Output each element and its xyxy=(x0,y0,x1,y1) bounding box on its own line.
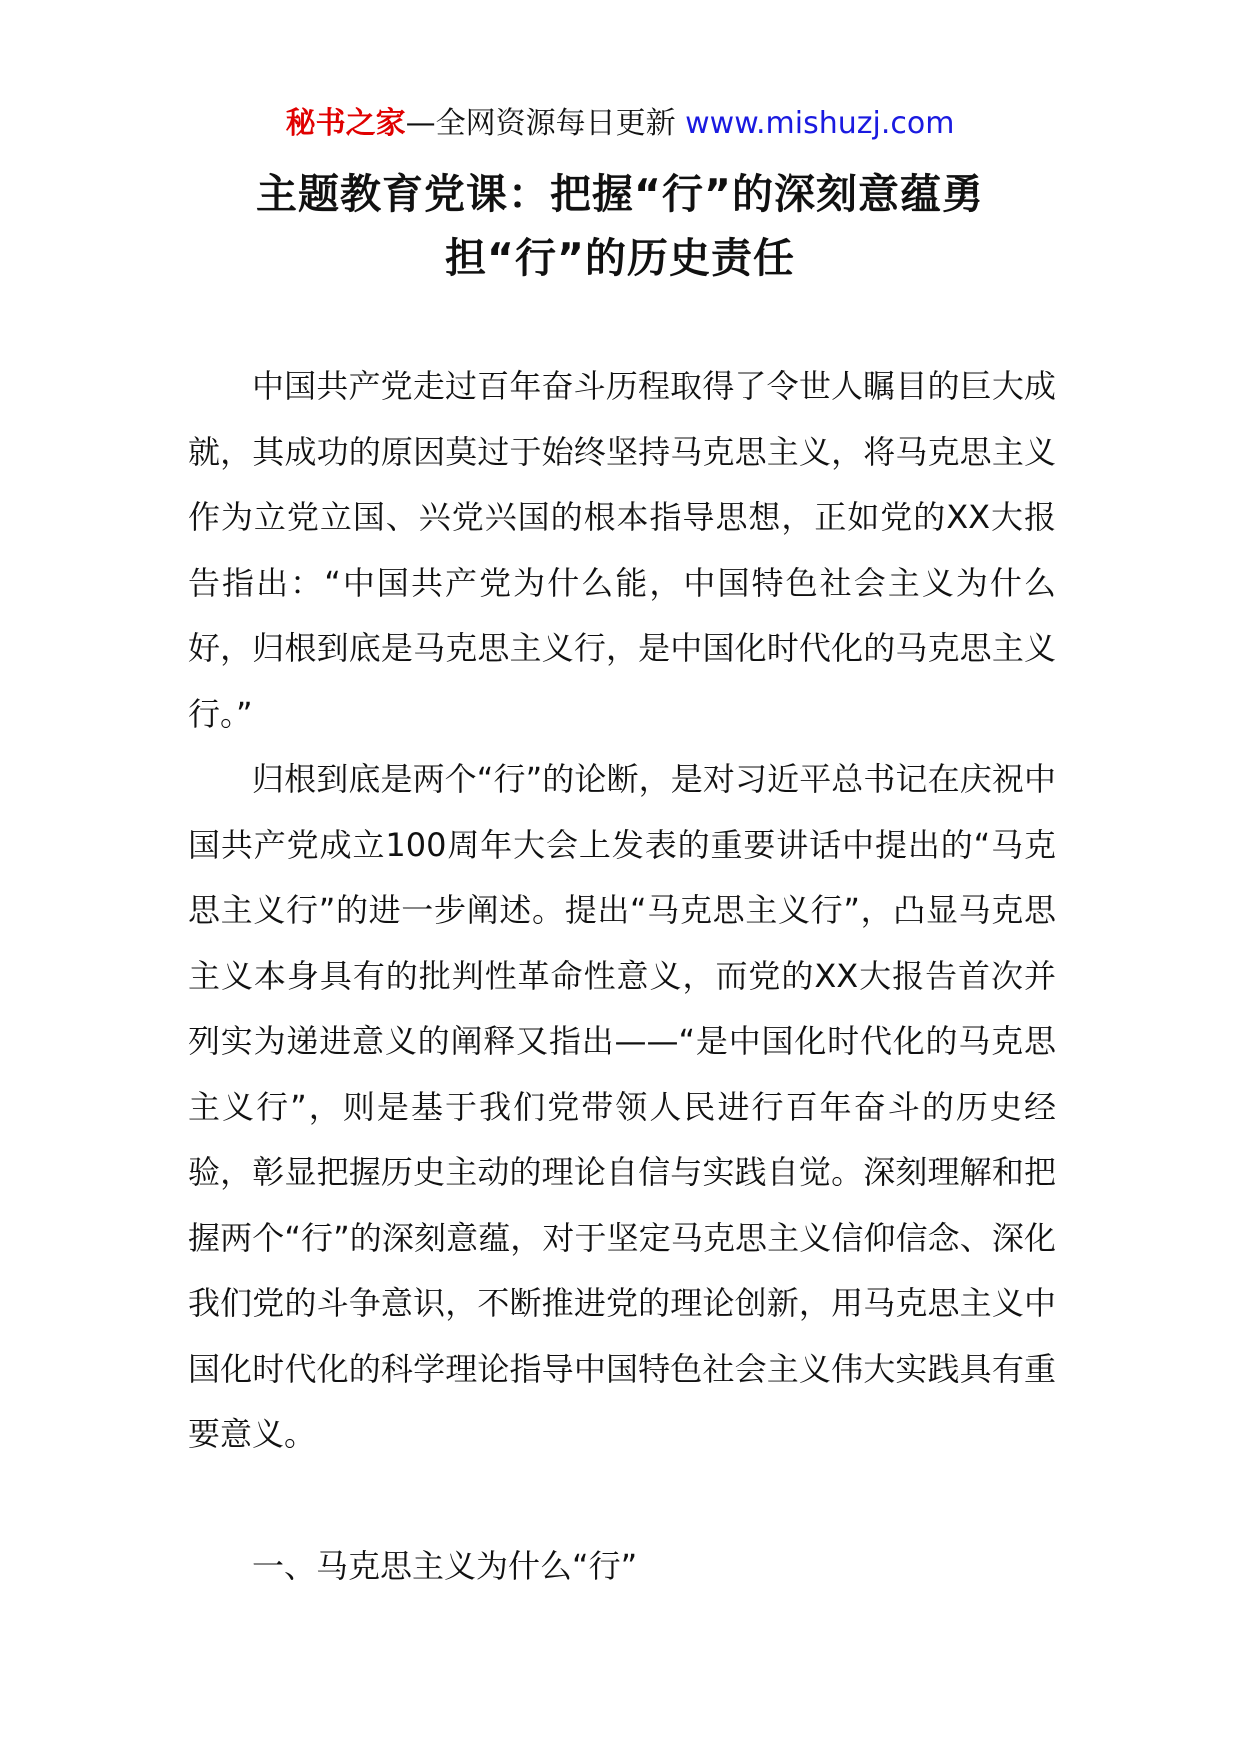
site-url-link[interactable]: www.mishuzj.com xyxy=(685,106,955,141)
document-title-line-1: 主题教育党课：把握“行”的深刻意蕴勇 xyxy=(256,170,984,218)
body-paragraph-1: 中国共产党走过百年奋斗历程取得了令世人瞩目的巨大成就，其成功的原因莫过于始终坚持马克思主义，将马克思主义作为立党立国、兴党兴国的根本指导思想，正如党的XX大报告指出：“中国共产党为什么能，中国特色社会主义为什么好，归根到底是马克思主义行，是中国化时代化的马克思主义行。” xyxy=(188,367,1056,733)
site-brand: 秘书之家 xyxy=(285,106,406,141)
section-heading-1: 一、马克思主义为什么“行” xyxy=(252,1547,638,1585)
document-body xyxy=(188,354,1056,1468)
document-title-line-2: 担“行”的历史责任 xyxy=(445,234,795,282)
site-tagline: —全网资源每日更新 xyxy=(405,106,676,141)
document-title xyxy=(170,162,1070,290)
body-paragraph-2: 归根到底是两个“行”的论断，是对习近平总书记在庆祝中国共产党成立100周年大会上发表的重要讲话中提出的“马克思主义行”的进一步阐述。提出“马克思主义行”，凸显马克思主义本身具有的批判性革命性意义，而党的XX大报告首次并列实为递进意义的阐释又指出——“是中国化时代化的马克思主义行”，则是基于我们党带领人民进行百年奋斗的历史经验，彰显把握历史主动的理论自信与实践自觉。深刻理解和把握两个“行”的深刻意蕴，对于坚定马克思主义信仰信念、深化我们党的斗争意识，不断推进党的理论创新，用马克思主义中国化时代化的科学理论指导中国特色社会主义伟大实践具有重要意义。 xyxy=(188,760,1056,1453)
site-header xyxy=(0,100,1240,148)
